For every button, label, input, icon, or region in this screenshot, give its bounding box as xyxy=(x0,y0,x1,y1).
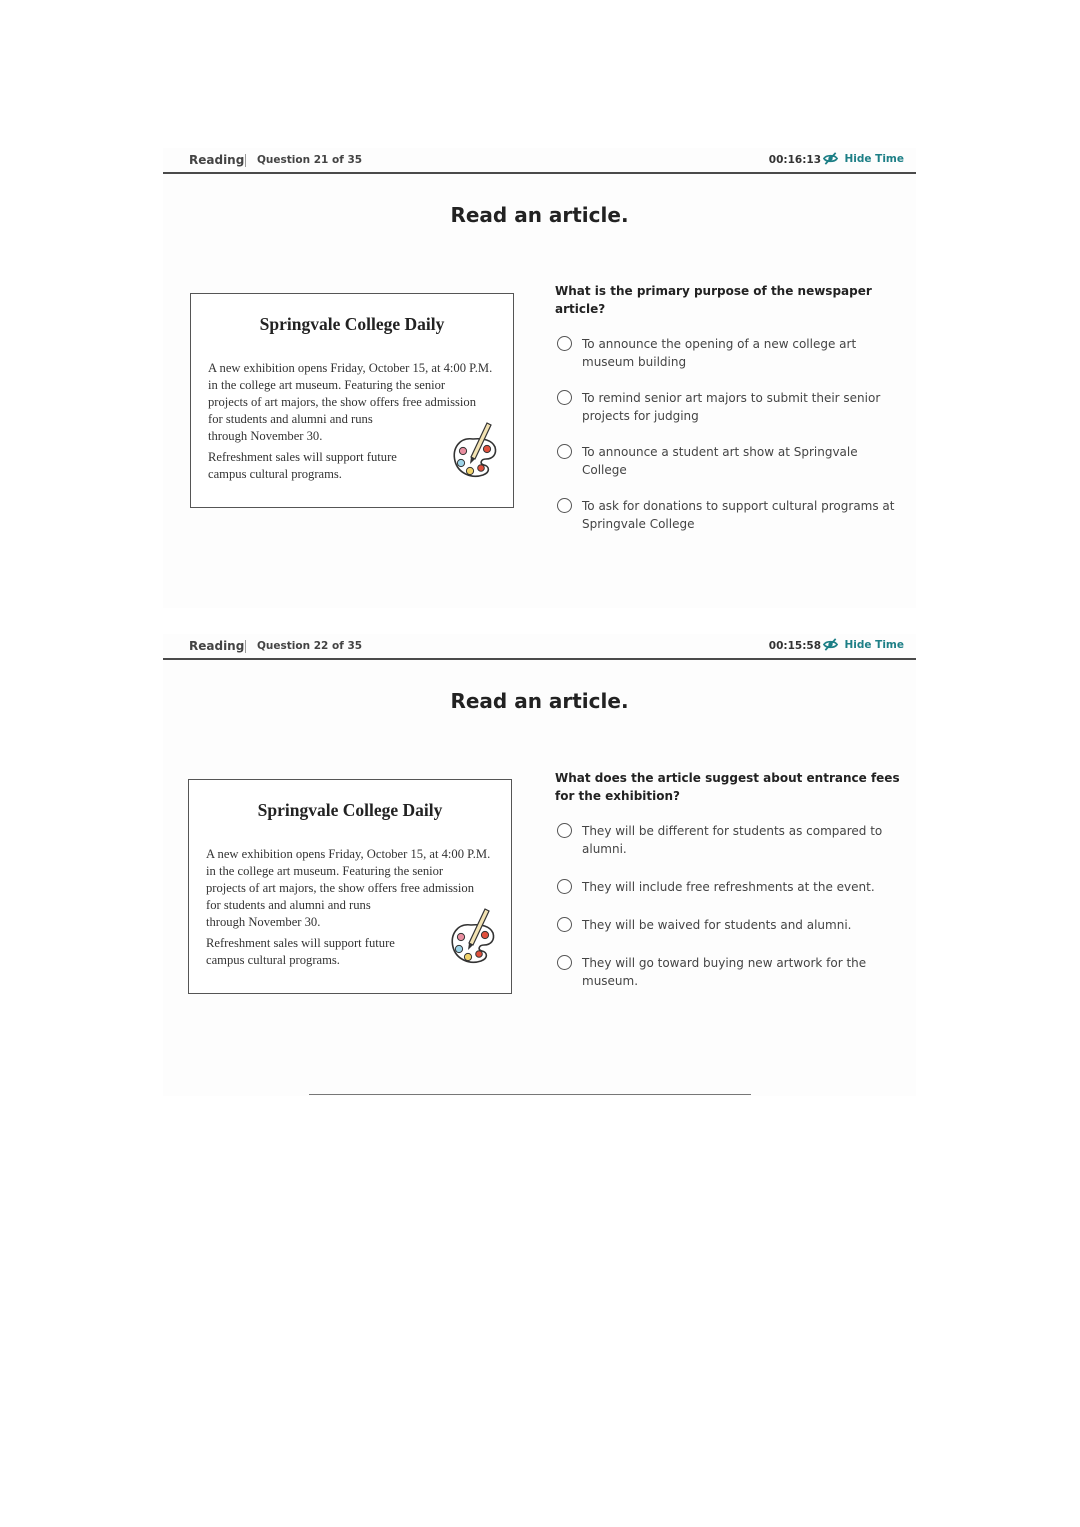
paint-palette-icon xyxy=(449,907,497,969)
answer-option[interactable] xyxy=(555,443,905,479)
eye-slash-icon xyxy=(823,637,838,652)
timer-display: 00:15:58 xyxy=(768,640,821,652)
answer-option[interactable] xyxy=(555,954,905,990)
article-line: projects of art majors, the show offers free admission xyxy=(208,395,477,409)
answer-option[interactable] xyxy=(555,335,905,371)
article-line: in the college art museum. Featuring the senior xyxy=(208,378,446,392)
question-counter: Question 21 of 35 xyxy=(257,154,363,166)
header-bar xyxy=(163,634,916,660)
article-line: through November 30. xyxy=(206,915,321,929)
radio-button[interactable] xyxy=(557,336,572,351)
question-panel xyxy=(555,769,905,1010)
radio-button[interactable] xyxy=(557,955,572,970)
question-screen-21 xyxy=(163,148,916,608)
radio-button[interactable] xyxy=(557,390,572,405)
answer-option-label: To announce the opening of a new college art museum building xyxy=(582,337,857,369)
hide-time-button[interactable] xyxy=(823,151,904,166)
question-text: What is the primary purpose of the newspaper article? xyxy=(555,284,872,316)
question-text: What does the article suggest about entrance fees for the exhibition? xyxy=(555,771,900,803)
answer-option[interactable] xyxy=(555,822,905,858)
answer-option-label: They will be waived for students and alumni. xyxy=(582,918,852,932)
header-divider xyxy=(245,640,246,653)
answer-option[interactable] xyxy=(555,497,905,533)
article-line: A new exhibition opens Friday, October 15, at 4:00 P.M. xyxy=(208,361,493,375)
radio-button[interactable] xyxy=(557,498,572,513)
radio-button[interactable] xyxy=(557,444,572,459)
divider xyxy=(309,1094,751,1095)
eye-slash-icon xyxy=(823,151,838,166)
hide-time-label: Hide Time xyxy=(844,638,904,651)
article-line: A new exhibition opens Friday, October 15, at 4:00 P.M. xyxy=(206,847,491,861)
radio-button[interactable] xyxy=(557,879,572,894)
answer-option-label: They will be different for students as compared to alumni. xyxy=(582,824,883,856)
paint-palette-icon xyxy=(451,421,499,483)
article-line: Refreshment sales will support future xyxy=(208,450,397,464)
hide-time-button[interactable] xyxy=(823,637,904,652)
answer-option-label: To announce a student art show at Springvale College xyxy=(582,445,858,477)
article-line: campus cultural programs. xyxy=(208,467,342,481)
article-line: through November 30. xyxy=(208,429,323,443)
answer-option-label: They will include free refreshments at the event. xyxy=(582,880,875,894)
radio-button[interactable] xyxy=(557,823,572,838)
article-line: campus cultural programs. xyxy=(206,953,340,967)
answer-option[interactable] xyxy=(555,389,905,425)
article-line: in the college art museum. Featuring the senior xyxy=(206,864,444,878)
article-title: Springvale College Daily xyxy=(257,800,443,820)
article-line: for students and alumni and runs xyxy=(208,412,373,426)
question-panel xyxy=(555,282,905,551)
section-label: Reading xyxy=(189,153,245,167)
radio-button[interactable] xyxy=(557,917,572,932)
article-title: Springvale College Daily xyxy=(259,314,445,334)
answer-option-label: To remind senior art majors to submit their senior projects for judging xyxy=(582,391,881,423)
answer-option-label: To ask for donations to support cultural programs at Springvale College xyxy=(582,499,895,531)
article-card xyxy=(190,293,514,508)
hide-time-label: Hide Time xyxy=(844,152,904,165)
article-line: for students and alumni and runs xyxy=(206,898,371,912)
header-bar xyxy=(163,148,916,174)
page-title: Read an article. xyxy=(450,203,629,227)
page-title: Read an article. xyxy=(450,689,629,713)
answer-option[interactable] xyxy=(555,878,905,896)
article-line: projects of art majors, the show offers free admission xyxy=(206,881,475,895)
section-label: Reading xyxy=(189,639,245,653)
answer-option[interactable] xyxy=(555,916,905,934)
question-screen-22 xyxy=(163,634,916,1096)
timer-display: 00:16:13 xyxy=(768,154,821,166)
article-line: Refreshment sales will support future xyxy=(206,936,395,950)
answer-option-label: They will go toward buying new artwork for the museum. xyxy=(582,956,867,988)
article-card xyxy=(188,779,512,994)
header-divider xyxy=(245,154,246,167)
question-counter: Question 22 of 35 xyxy=(257,640,363,652)
